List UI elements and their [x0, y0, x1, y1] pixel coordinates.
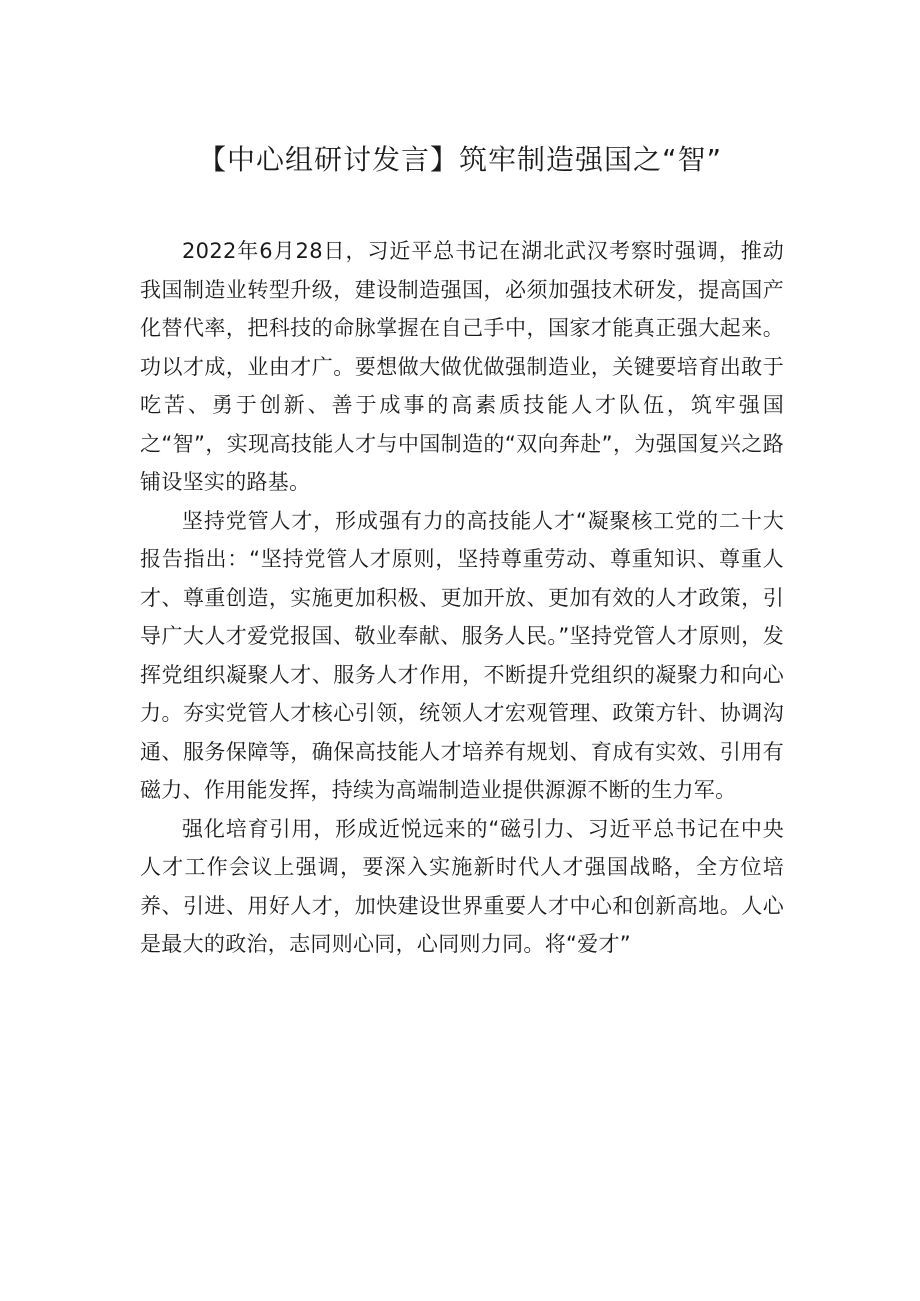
- document-body: [140, 232, 784, 964]
- paragraph-2: 坚持党管人才，形成强有力的高技能人才“凝聚核工党的二十大报告指出：“坚持党管人才原则，坚持尊重劳动、尊重知识、尊重人才、尊重创造，实施更加积极、更加开放、更加有效的人才政策，引导广大人才爱党报国、敬业奉献、服务人民。”坚持党管人才原则，发挥党组织凝聚人才、服务人才作用，不断提升党组织的凝聚力和向心力。夯实党管人才核心引领，统领人才宏观管理、政策方针、协调沟通、服务保障等，确保高技能人才培养有规划、育成有实效、引用有磁力、作用能发挥，持续为高端制造业提供源源不断的生力军。: [140, 508, 784, 802]
- paragraph-1: 2022年6月28日，习近平总书记在湖北武汉考察时强调，推动我国制造业转型升级，建设制造强国，必须加强技术研发，提高国产化替代率，把科技的命脉掌握在自己手中，国家才能真正强大起来。功以才成，业由才广。要想做大做优做强制造业，关键要培育出敢于吃苦、勇于创新、善于成事的高素质技能人才队伍，筑牢强国之“智”，实现高技能人才与中国制造的“双向奔赴”，为强国复兴之路铺设坚实的路基。: [140, 239, 784, 494]
- paragraph-3: 强化培育引用，形成近悦远来的“磁引力、习近平总书记在中央人才工作会议上强调，要深入实施新时代人才强国战略，全方位培养、引进、用好人才，加快建设世界重要人才中心和创新高地。人心是最大的政治，志同则心同，心同则力同。将“爱才”: [140, 816, 784, 956]
- document-title: 【中心组研讨发言】筑牢制造强国之“智”: [197, 143, 722, 176]
